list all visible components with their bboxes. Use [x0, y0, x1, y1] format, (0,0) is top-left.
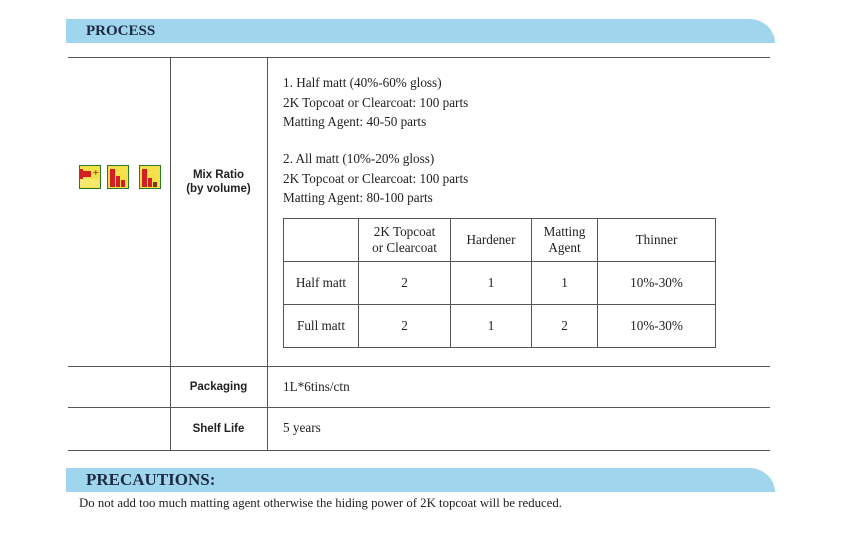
svg-text:+: + [92, 168, 99, 177]
packaging-value-wrap [283, 377, 350, 397]
shelf-life-label: Shelf Life [192, 423, 245, 435]
table-bottom-border [68, 450, 770, 451]
half-matt-heading: 1. Half matt (40%-60% gloss) [283, 75, 442, 90]
mix-ratio-table [283, 218, 716, 348]
header-topcoat-line2: or Clearcoat [372, 240, 437, 255]
all-matt-section [283, 149, 468, 208]
header-topcoat-line1: 2K Topcoat [373, 224, 436, 239]
packaging-value: 1L*6tins/ctn [283, 379, 350, 394]
cell-matting: 2 [532, 305, 598, 348]
cell-topcoat: 2 [359, 262, 451, 305]
divider-packaging-shelf [68, 407, 770, 408]
cell-hardener: 1 [451, 262, 532, 305]
bar-chart-mix-icon [107, 165, 129, 189]
table-row [284, 262, 716, 305]
mix-ratio-label-line1: Mix Ratio [192, 169, 245, 181]
mix-ratio-label-line2: (by volume) [186, 183, 251, 195]
half-matt-topcoat: 2K Topcoat or Clearcoat: 100 parts [283, 94, 469, 110]
half-matt-agent: Matting Agent: 40-50 parts [283, 114, 427, 129]
shelf-life-value: 5 years [283, 420, 321, 435]
header-matting-line1: Matting [543, 224, 586, 239]
all-matt-topcoat: 2K Topcoat or Clearcoat: 100 parts [283, 170, 469, 186]
row-name: Full matt [284, 305, 359, 348]
all-matt-agent: Matting Agent: 80-100 parts [283, 190, 433, 205]
precautions-text: Do not add too much matting agent otherwise the hiding power of 2K topcoat will be reduced. [79, 496, 562, 510]
cell-topcoat: 2 [359, 305, 451, 348]
table-top-border [68, 57, 770, 58]
cell-thinner: 10%-30% [598, 262, 716, 305]
cell-thinner: 10%-30% [598, 305, 716, 348]
mix-ratio-label [170, 168, 267, 196]
cell-hardener: 1 [451, 305, 532, 348]
header-matting [532, 219, 598, 262]
packaging-label: Packaging [189, 381, 248, 393]
table-header-row [284, 219, 716, 262]
spray-gun-mix-icon [79, 165, 101, 189]
bar-chart-ratio-icon [139, 165, 161, 189]
header-empty-cell [284, 219, 359, 262]
process-title: PROCESS [86, 23, 156, 39]
shelf-life-value-wrap [283, 418, 321, 438]
header-topcoat [359, 219, 451, 262]
table-row [284, 305, 716, 348]
cell-matting: 1 [532, 262, 598, 305]
header-hardener: Hardener [451, 219, 532, 262]
half-matt-section [283, 73, 468, 132]
row-name: Half matt [284, 262, 359, 305]
precautions-title: PRECAUTIONS: [86, 470, 216, 489]
column-divider-2 [267, 57, 268, 450]
all-matt-heading: 2. All matt (10%-20% gloss) [283, 151, 435, 166]
header-thinner: Thinner [598, 219, 716, 262]
divider-mix-packaging [68, 366, 770, 367]
header-matting-line2: Agent [548, 240, 581, 255]
precautions-banner [66, 468, 775, 492]
process-banner [66, 19, 775, 43]
